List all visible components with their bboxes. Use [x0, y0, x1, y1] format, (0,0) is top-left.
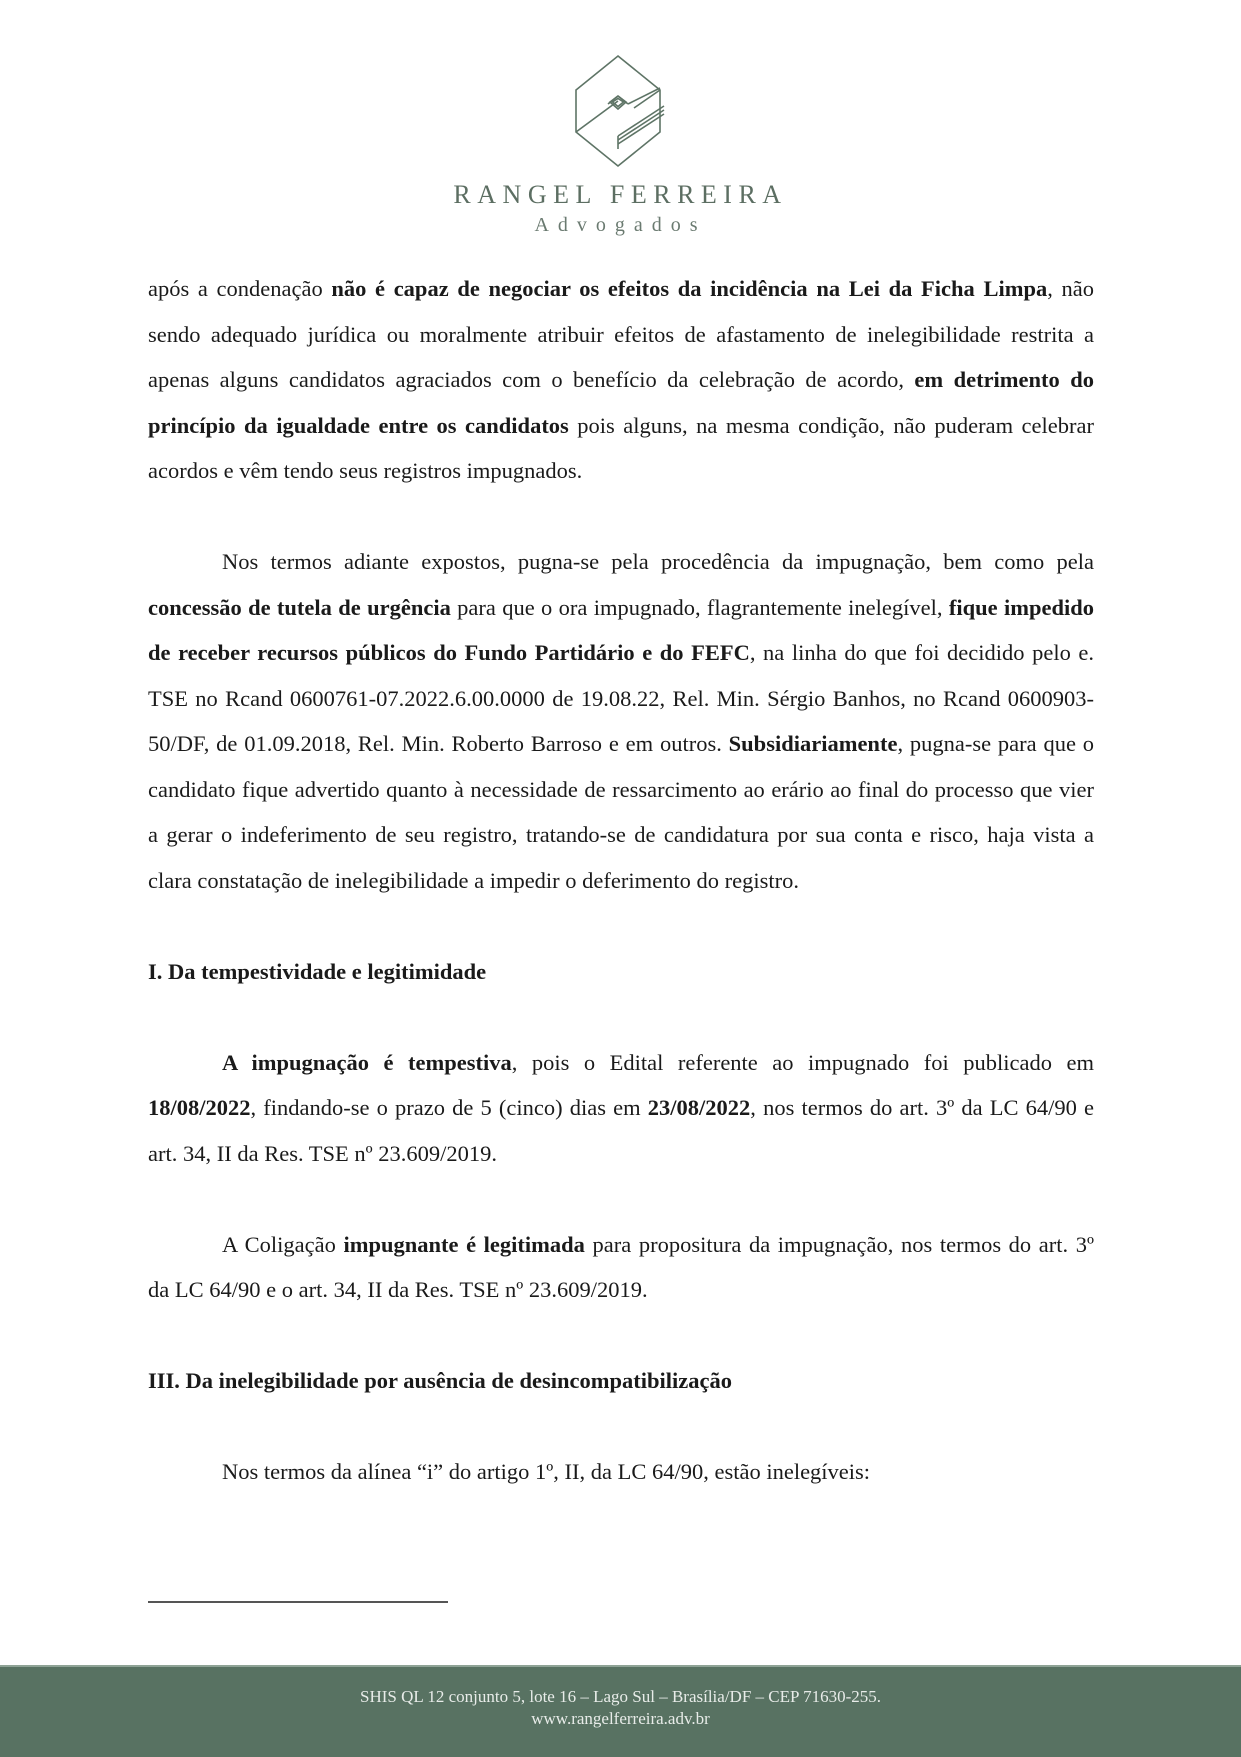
hexagon-cube-logo-icon — [572, 54, 668, 168]
paragraph-legitimidade: A Coligação impugnante é legitimada para propositura da impugnação, nos termos do art. 3º da LC 64/90 e o art. 34, II da Res. TSE nº 23.609/2019. — [148, 1231, 1094, 1302]
document-body — [148, 266, 1094, 1495]
letterhead — [0, 0, 1241, 245]
footer-website: www.rangelferreira.adv.br — [531, 1709, 710, 1728]
paragraph-tempestividade: A impugnação é tempestiva, pois o Edital referente ao impugnado foi publicado em 18/08/2022, findando-se o prazo de 5 (cinco) dias em 23/08/2022, nos termos do art. 3º da LC 64/90 e art. 34, II da Res. TSE nº 23.609/2019. — [148, 1049, 1094, 1166]
paragraph-alinea-i: Nos termos da alínea “i” do artigo 1º, II, da LC 64/90, estão inelegíveis: — [222, 1459, 871, 1484]
brand-subtitle: Advogados — [534, 214, 707, 236]
section-heading-tempestividade: I. Da tempestividade e legitimidade — [148, 958, 487, 984]
section-heading-inelegibilidade: III. Da inelegibilidade por ausência de desincompatibilização — [148, 1368, 733, 1393]
footer-address: SHIS QL 12 conjunto 5, lote 16 – Lago Sul – Brasília/DF – CEP 71630-255. — [359, 1687, 881, 1706]
paragraph-requests: Nos termos adiante expostos, pugna-se pela procedência da impugnação, bem como pela concessão de tutela de urgência para que o ora impugnado, flagrantemente inelegível, fique impedido de receber recursos públicos do Fundo Partidário e do FEFC, na linha do que foi decidido pelo e. TSE no Rcand 0600761-07.2022.6.00.0000 de 19.08.22, Rel. Min. Sérgio Banhos, no Rcand 0600903-50/DF, de 01.09.2018, Rel. Min. Roberto Barroso e em outros. Subsidiariamente, pugna-se para que o candidato fique advertido quanto à necessidade de ressarcimento ao erário ao final do processo que vier a gerar o indeferimento de seu registro, tratando-se de candidatura por sua conta e risco, haja vista a clara constatação de inelegibilidade a impedir o deferimento do registro. — [148, 549, 1094, 893]
footnote-separator — [148, 1601, 448, 1603]
footer-band — [0, 1665, 1241, 1757]
brand-name: RANGEL FERREIRA — [453, 180, 788, 209]
paragraph-continuation: após a condenação não é capaz de negociar os efeitos da incidência na Lei da Ficha Limpa, não sendo adequado jurídica ou moralmente atribuir efeitos de afastamento de inelegibilidade restrita a apenas alguns candidatos agraciados com o benefício da celebração de acordo, em detrimento do princípio da igualdade entre os candidatos pois alguns, na mesma condição, não puderam celebrar acordos e vêm tendo seus registros impugnados. — [148, 276, 1095, 483]
